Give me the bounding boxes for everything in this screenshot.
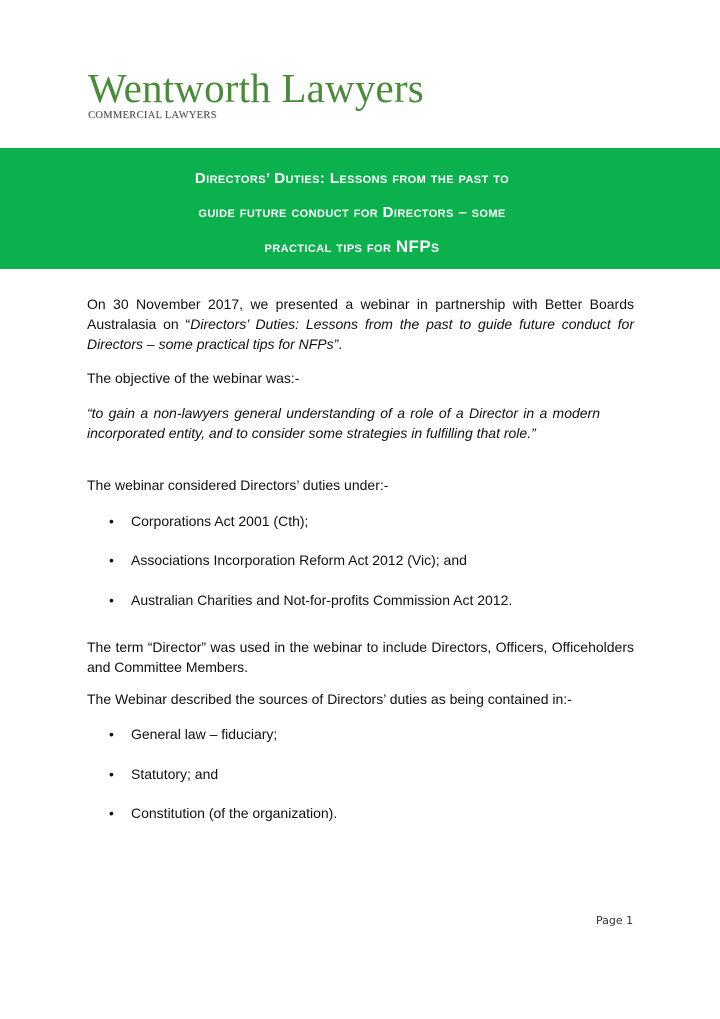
sources-list — [87, 724, 634, 823]
bullet-icon: • — [109, 805, 114, 821]
title-line-3 — [0, 230, 720, 265]
act-text: Australian Charities and Not-for-profits Commission Act 2012. — [131, 592, 513, 608]
page-number: Page 1 — [596, 914, 634, 927]
act-text: Corporations Act 2001 (Cth); — [131, 513, 309, 529]
bullet-icon: • — [109, 513, 114, 529]
considered-intro: The webinar considered Directors’ duties under:- — [87, 477, 389, 493]
act-text: Associations Incorporation Reform Act 2012 (Vic); and — [131, 552, 467, 568]
bullet-icon: • — [109, 766, 114, 782]
acts-list — [87, 511, 634, 610]
letterhead — [88, 64, 424, 121]
intro-suffix: . — [338, 336, 343, 352]
intro-paragraph — [87, 294, 634, 354]
list-item — [87, 724, 634, 744]
list-item — [87, 803, 634, 823]
document-body — [87, 294, 634, 823]
title-line-1: Directors’ Duties: Lessons from the past to — [194, 170, 510, 187]
objective-intro: The objective of the webinar was:- — [87, 370, 300, 386]
firm-name: Wentworth Lawyers — [88, 65, 424, 111]
bullet-icon: • — [109, 726, 114, 742]
source-text: General law – fiduciary; — [131, 726, 278, 742]
sources-intro: The Webinar described the sources of Directors’ duties as being contained in:- — [87, 691, 572, 707]
list-item — [87, 764, 634, 784]
objective-quote: “to gain a non-lawyers general understanding of a role of a Director in a modern incorporated entity, and to consider some strategies in fulfilling that role.” — [87, 405, 600, 441]
source-text: Constitution (of the organization). — [131, 805, 338, 821]
list-item — [87, 511, 634, 531]
term-director-paragraph: The term “Director” was used in the webinar to include Directors, Officers, Officeholders and Committee Members. — [87, 639, 634, 675]
source-text: Statutory; and — [131, 766, 219, 782]
list-item — [87, 550, 634, 570]
list-item — [87, 590, 634, 610]
bullet-icon: • — [109, 552, 114, 568]
firm-tagline: COMMERCIAL LAWYERS — [88, 110, 217, 121]
title-line-2: guide future conduct for Directors – some — [198, 204, 506, 221]
title-nfp: NFPs — [395, 237, 440, 256]
bullet-icon: • — [109, 592, 114, 608]
intro-prefix: On 30 November 2017, we presented a webinar in partnership with Better Boards Australasia on “ — [87, 296, 634, 332]
title-line-3-text: practical tips for — [264, 239, 396, 256]
webinar-title: Directors’ Duties: Lessons from the past to guide future conduct for Directors – some practical tips for NFPs” — [87, 316, 634, 352]
title-banner — [0, 148, 720, 269]
